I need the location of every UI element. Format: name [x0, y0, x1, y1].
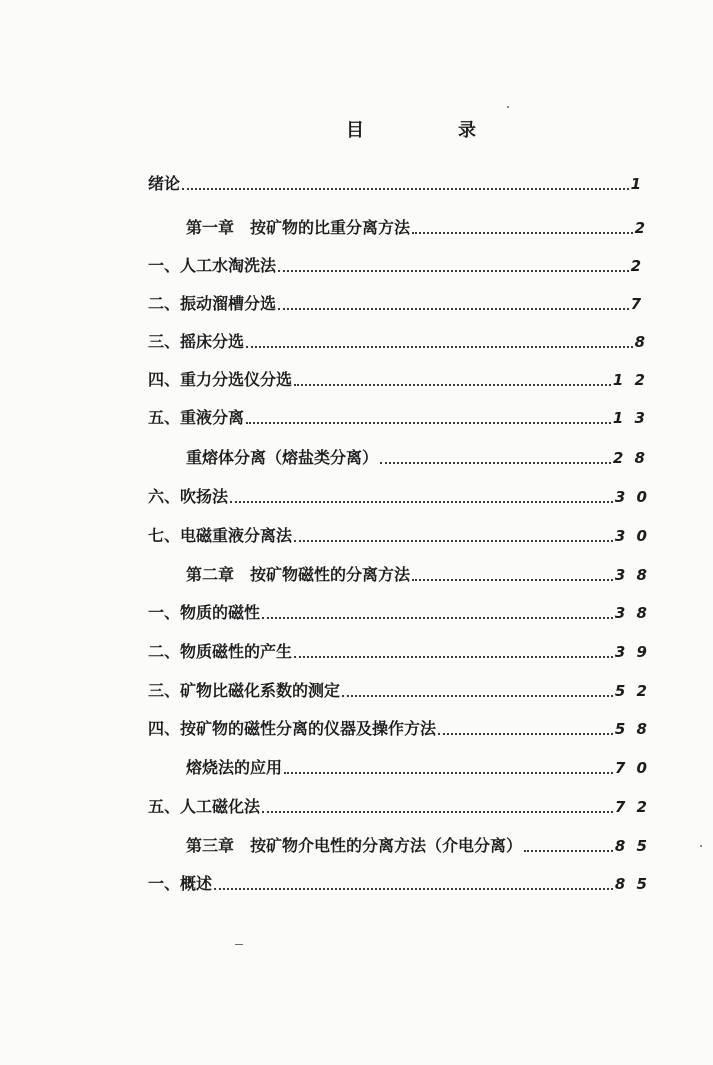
dot-leader	[412, 222, 633, 234]
dot-leader	[278, 260, 629, 272]
toc-entry-page: 2 8	[612, 449, 648, 467]
toc-entry-page: 7 2	[614, 798, 650, 816]
toc-entry-label: 三、摇床分选	[148, 332, 245, 351]
toc-entry-label: 一、概述	[148, 874, 213, 893]
toc-entry-page: 1 3	[612, 409, 648, 427]
dot-leader	[284, 762, 613, 774]
scan-speck	[235, 944, 243, 945]
dot-leader	[380, 452, 611, 464]
toc-entry-page: 2	[634, 219, 648, 237]
toc-entry-page: 1	[630, 175, 644, 193]
dot-leader	[246, 336, 633, 348]
toc-entry	[148, 868, 650, 894]
title-char-1: 目	[346, 120, 364, 141]
toc-entry	[186, 752, 650, 778]
toc-entry-page: 8 5	[614, 837, 650, 855]
toc-chapter	[186, 212, 648, 238]
toc-entry	[148, 675, 650, 701]
toc-entry-label: 一、物质的磁性	[148, 603, 261, 622]
dot-leader	[438, 723, 613, 735]
dot-leader	[246, 412, 611, 424]
toc-entry	[148, 481, 650, 507]
toc-entry-label: 二、物质磁性的产生	[148, 642, 293, 661]
toc-entry-page: 8	[634, 333, 648, 351]
toc-entry-label: 六、吹扬法	[148, 487, 229, 506]
dot-leader	[182, 178, 629, 190]
toc-entry-label: 绪论	[148, 174, 181, 193]
dot-leader	[294, 646, 613, 658]
toc-chapter	[186, 830, 650, 856]
toc-entry-label: 五、人工磁化法	[148, 797, 261, 816]
dot-leader	[294, 374, 611, 386]
toc-entry	[148, 168, 644, 194]
scan-speck	[700, 845, 702, 847]
dot-leader	[524, 840, 613, 852]
toc-entry-label: 第一章 按矿物的比重分离方法	[186, 218, 411, 237]
toc-entry	[148, 288, 644, 314]
toc-entry	[148, 520, 650, 546]
toc-entry	[148, 250, 644, 276]
toc-entry-page: 3 9	[614, 643, 650, 661]
toc-entry-label: 一、人工水淘洗法	[148, 256, 277, 275]
toc-entry-page: 3 8	[614, 604, 650, 622]
toc-entry	[148, 402, 648, 428]
dot-leader	[230, 491, 613, 503]
toc-entry	[148, 597, 650, 623]
toc-entry-page: 3 8	[614, 566, 650, 584]
toc-entry-label: 四、按矿物的磁性分离的仪器及操作方法	[148, 719, 437, 738]
toc-entry-page: 7 0	[614, 759, 650, 777]
toc-entry-page: 3 0	[614, 488, 650, 506]
toc-entry	[148, 636, 650, 662]
toc-entry-label: 熔烧法的应用	[186, 758, 283, 777]
toc-entry-label: 二、振动溜槽分选	[148, 294, 277, 313]
toc-entry-page: 5 2	[614, 682, 650, 700]
toc-entry-page: 2	[630, 257, 644, 275]
toc-entry-label: 三、矿物比磁化系数的测定	[148, 681, 341, 700]
toc-entry	[148, 364, 648, 390]
title-char-2: 录	[458, 120, 476, 141]
dot-leader	[214, 878, 613, 890]
dot-leader	[342, 685, 613, 697]
toc-entry-page: 7	[630, 295, 644, 313]
toc-entry-label: 第二章 按矿物磁性的分离方法	[186, 565, 411, 584]
dot-leader	[294, 530, 613, 542]
dot-leader	[278, 298, 629, 310]
scan-speck	[507, 106, 509, 108]
toc-entry-page: 1 2	[612, 371, 648, 389]
toc-entry	[186, 442, 648, 468]
toc-entry	[148, 713, 650, 739]
toc-entry	[148, 326, 648, 352]
toc-chapter	[186, 559, 650, 585]
dot-leader	[262, 607, 613, 619]
toc-entry-page: 3 0	[614, 527, 650, 545]
toc-entry-page: 8 5	[614, 875, 650, 893]
toc-entry-label: 重熔体分离（熔盐类分离）	[186, 448, 379, 467]
toc-entry	[148, 791, 650, 817]
dot-leader	[412, 569, 613, 581]
dot-leader	[262, 801, 613, 813]
toc-entry-label: 四、重力分选仪分选	[148, 370, 293, 389]
toc-entry-label: 第三章 按矿物介电性的分离方法（介电分离）	[186, 836, 523, 855]
toc-entry-label: 七、电磁重液分离法	[148, 526, 293, 545]
toc-entry-page: 5 8	[614, 720, 650, 738]
toc-entry-label: 五、重液分离	[148, 408, 245, 427]
